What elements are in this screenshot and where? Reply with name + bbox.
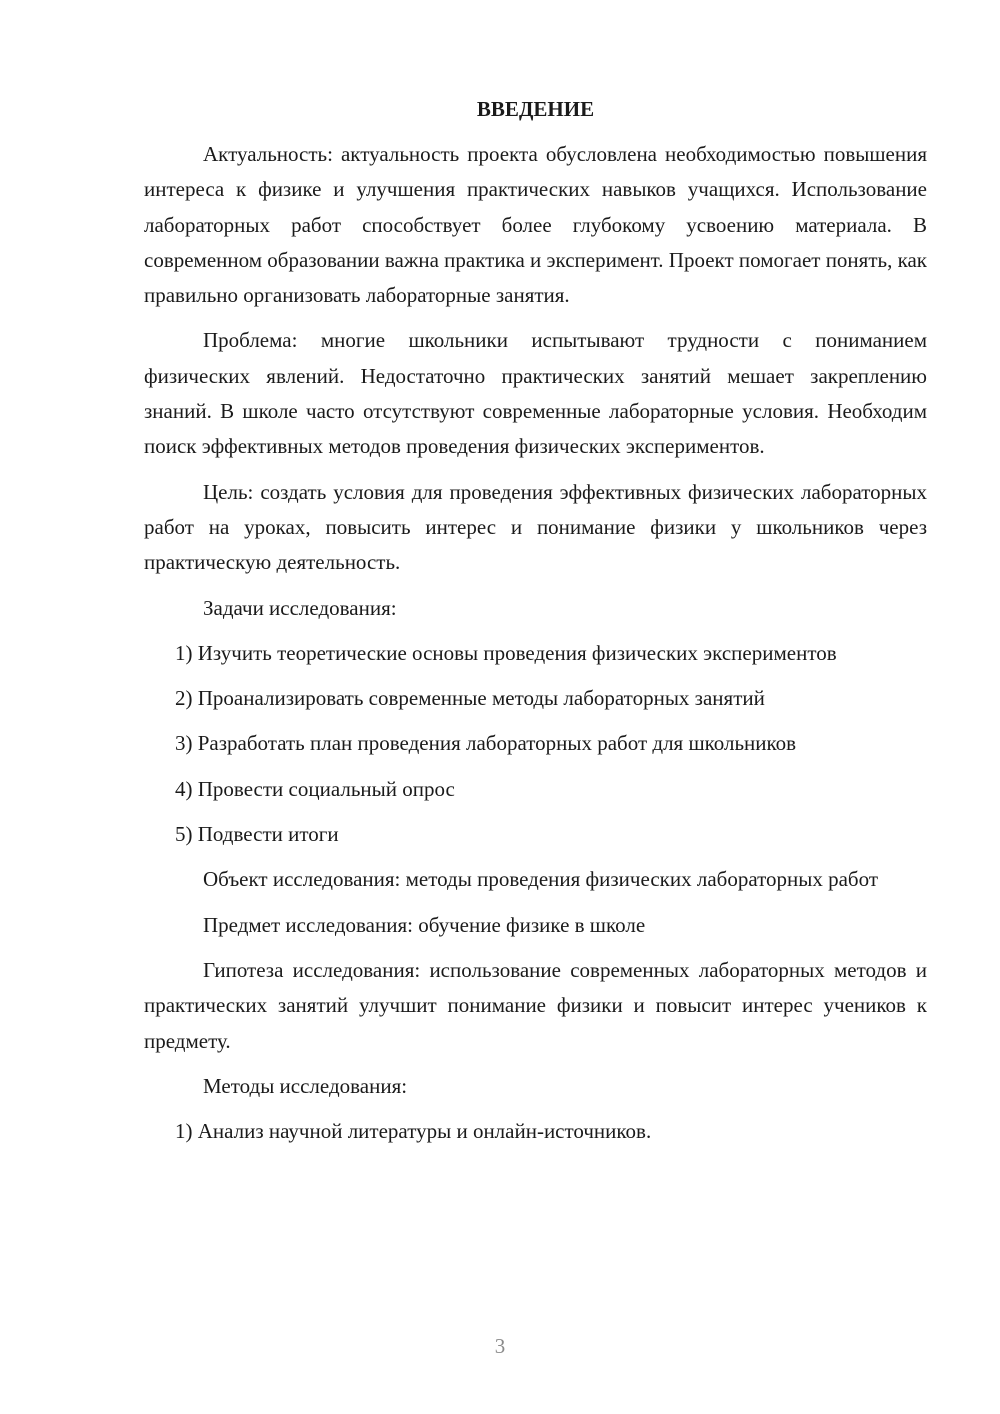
relevance-paragraph: Актуальность: актуальность проекта обусловлена необходимостью повышения интереса к физике и улучшения практических навыков учащихся. Использование лабораторных работ способствует более глубокому усвоению материала. В современном образовании важна практика и эксперимент. Проект помогает понять, как правильно организовать лабораторные занятия. [144,142,927,308]
document-body [144,92,927,1159]
page-number: 3 [494,1334,506,1358]
task-item: 1) Изучить теоретические основы проведения физических экспериментов [175,640,837,665]
problem-paragraph: Проблема: многие школьники испытывают трудности с пониманием физических явлений. Недостаточно практических занятий мешает закреплению знаний. В школе часто отсутствуют современные лабораторные условия. Необходим поиск эффективных методов проведения физических экспериментов. [144,328,927,459]
method-item: 1) Анализ научной литературы и онлайн-источников. [175,1119,652,1144]
hypothesis-paragraph: Гипотеза исследования: использование современных лабораторных методов и практических занятий улучшит понимание физики и повысит интерес учеников к предмету. [144,957,927,1053]
object-paragraph: Объект исследования: методы проведения физических лабораторных работ [203,867,879,892]
section-title: ВВЕДЕНИЕ [476,97,595,121]
task-item: 3) Разработать план проведения лабораторных работ для школьников [175,731,797,756]
methods-heading: Методы исследования: [203,1073,408,1098]
task-item: 4) Провести социальный опрос [175,776,455,801]
subject-paragraph: Предмет исследования: обучение физике в школе [203,912,646,937]
task-item: 5) Подвести итоги [175,822,339,847]
tasks-heading: Задачи исследования: [203,595,397,620]
goal-paragraph: Цель: создать условия для проведения эффективных физических лабораторных работ на уроках, повысить интерес и понимание физики у школьников через практическую деятельность. [144,479,927,575]
task-item: 2) Проанализировать современные методы лабораторных занятий [175,686,765,711]
